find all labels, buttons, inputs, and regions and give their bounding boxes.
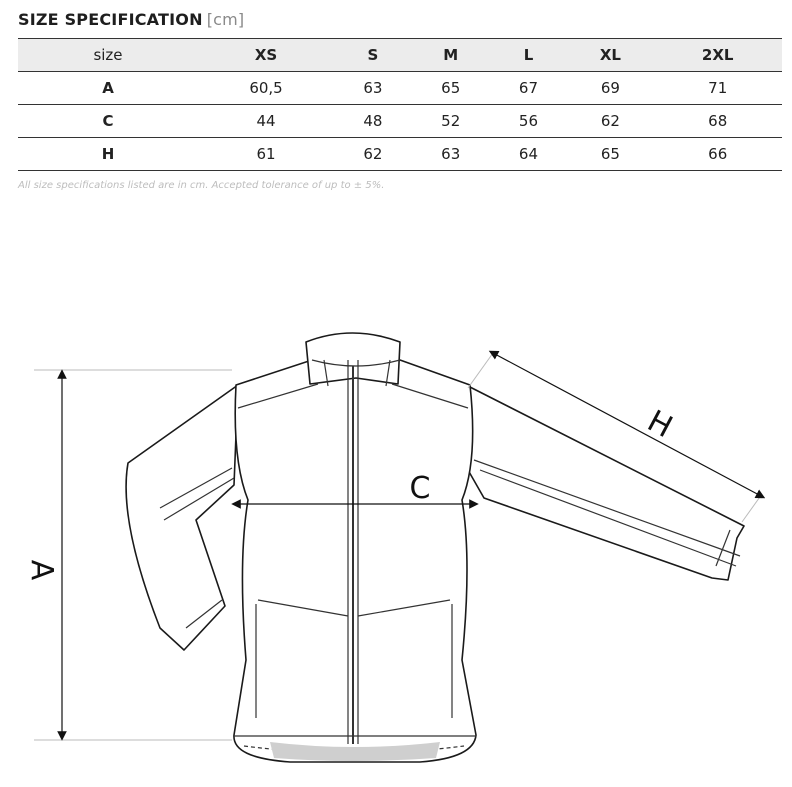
table-cell: 65 [567, 138, 653, 171]
table-cell: 65 [412, 72, 490, 105]
header-cell: 2XL [653, 39, 782, 72]
table-cell: 60,5 [198, 72, 334, 105]
header-cell: L [490, 39, 568, 72]
table-cell: 69 [567, 72, 653, 105]
header-cell: size [18, 39, 198, 72]
header-cell: XL [567, 39, 653, 72]
table-cell: 52 [412, 105, 490, 138]
header-cell: XS [198, 39, 334, 72]
table-cell: 71 [653, 72, 782, 105]
header-cell: S [334, 39, 412, 72]
title-text: SIZE SPECIFICATION [18, 10, 203, 29]
table-cell: 61 [198, 138, 334, 171]
table-cell: 62 [334, 138, 412, 171]
table-cell: H [18, 138, 198, 171]
table-cell: 63 [412, 138, 490, 171]
label-c: C [409, 471, 431, 506]
title-unit: [cm] [206, 10, 245, 29]
table-cell: 44 [198, 105, 334, 138]
header-cell: M [412, 39, 490, 72]
table-cell: 62 [567, 105, 653, 138]
label-h: H [641, 403, 678, 446]
table-cell: 63 [334, 72, 412, 105]
table-cell: 48 [334, 105, 412, 138]
table-cell: 66 [653, 138, 782, 171]
table-cell: C [18, 105, 198, 138]
table-cell: 68 [653, 105, 782, 138]
table-cell: 67 [490, 72, 568, 105]
label-a: A [24, 559, 59, 581]
table-cell: A [18, 72, 198, 105]
table-cell: 56 [490, 105, 568, 138]
table-cell: 64 [490, 138, 568, 171]
tolerance-note: All size specifications listed are in cm. Accepted tolerance of up to ± 5%. [18, 180, 385, 191]
